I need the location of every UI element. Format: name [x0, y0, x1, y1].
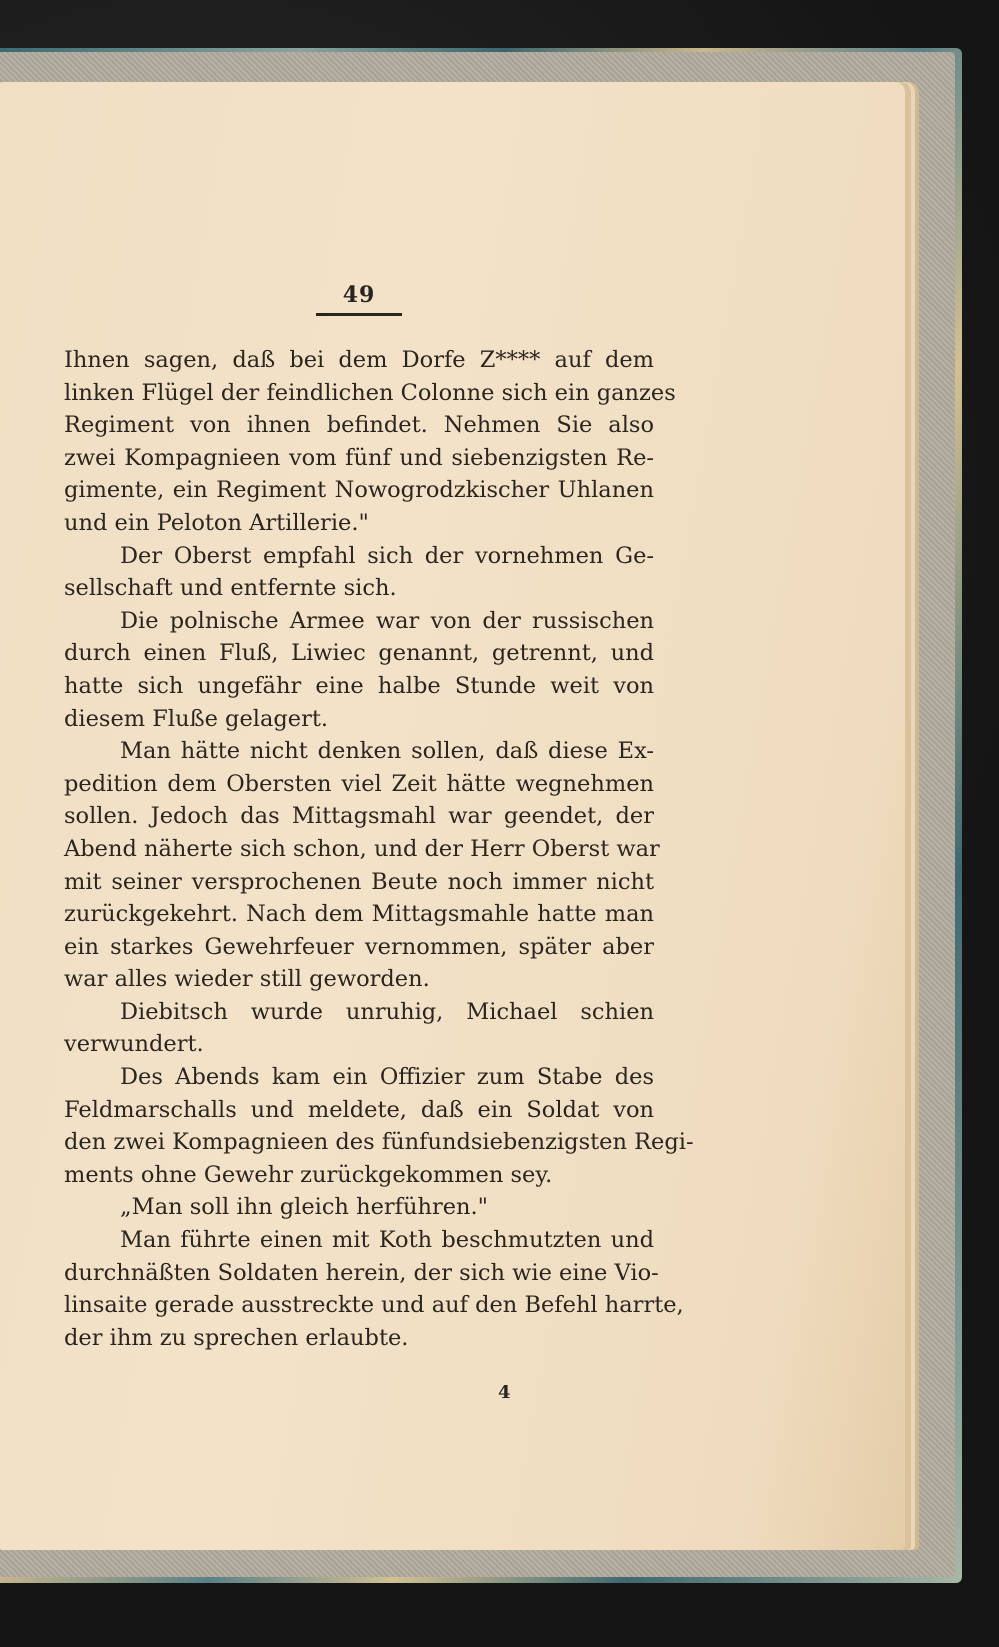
text-line: Des Abends kam ein Offizier zum Stabe des — [120, 1064, 654, 1091]
text-line: verwundert. — [64, 1031, 204, 1058]
text-line: „Man soll ihn gleich herführen." — [120, 1194, 489, 1221]
text-line: pedition dem Obersten viel Zeit hätte wegnehmen — [64, 770, 654, 797]
text-line: diesem Fluße gelagert. — [64, 705, 329, 732]
text-line: Regiment von ihnen befindet. Nehmen Sie also — [64, 412, 654, 439]
text-line: Man führte einen mit Koth beschmutzten und — [120, 1227, 654, 1254]
text-line: Diebitsch wurde unruhig, Michael schien — [120, 998, 654, 1025]
text-line: zwei Kompagnieen vom fünf und siebenzigsten Re- — [64, 444, 654, 471]
signature-mark: 4 — [498, 1382, 511, 1403]
text-line: sellschaft und entfernte sich. — [64, 575, 397, 602]
text-line: der ihm zu sprechen erlaubte. — [64, 1324, 409, 1351]
body-text — [64, 344, 694, 1354]
text-line: durchnäßten Soldaten herein, der sich wie eine Vio- — [64, 1259, 659, 1286]
text-line: Man hätte nicht denken sollen, daß diese Ex- — [120, 738, 654, 765]
text-line: und ein Peloton Artillerie." — [64, 509, 369, 536]
text-line: den zwei Kompagnieen des fünfundsiebenzigsten Regi- — [64, 1129, 694, 1156]
text-line: Ihnen sagen, daß bei dem Dorfe Z**** auf dem — [64, 347, 654, 373]
page-number: 49 — [342, 282, 376, 308]
text-line: gimente, ein Regiment Nowogrodzkischer Uhlanen — [64, 477, 654, 504]
text-line: ein starkes Gewehrfeuer vernommen, später aber — [64, 933, 654, 960]
text-line: Abend näherte sich schon, und der Herr Oberst war — [64, 835, 660, 862]
text-line: hatte sich ungefähr eine halbe Stunde weit von — [64, 672, 654, 699]
text-line: Der Oberst empfahl sich der vornehmen Ge- — [120, 542, 654, 569]
text-line: linken Flügel der feindlichen Colonne sich ein ganzes — [64, 379, 676, 406]
book-page — [0, 82, 905, 1550]
text-line: Feldmarschalls und meldete, daß ein Soldat von — [64, 1096, 654, 1123]
page-number-rule — [316, 313, 402, 316]
text-line: linsaite gerade ausstreckte und auf den Befehl harrte, — [64, 1292, 684, 1319]
text-line: Die polnische Armee war von der russischen — [120, 607, 654, 634]
text-line: zurückgekehrt. Nach dem Mittagsmahle hatte man — [64, 901, 654, 928]
text-line: war alles wieder still geworden. — [64, 966, 430, 993]
text-line: mit seiner versprochenen Beute noch immer nicht — [64, 868, 654, 895]
text-line: ments ohne Gewehr zurückgekommen sey. — [64, 1161, 553, 1188]
text-line: sollen. Jedoch das Mittagsmahl war geendet, der — [64, 803, 654, 830]
text-line: durch einen Fluß, Liwiec genannt, getrennt, und — [64, 640, 654, 667]
